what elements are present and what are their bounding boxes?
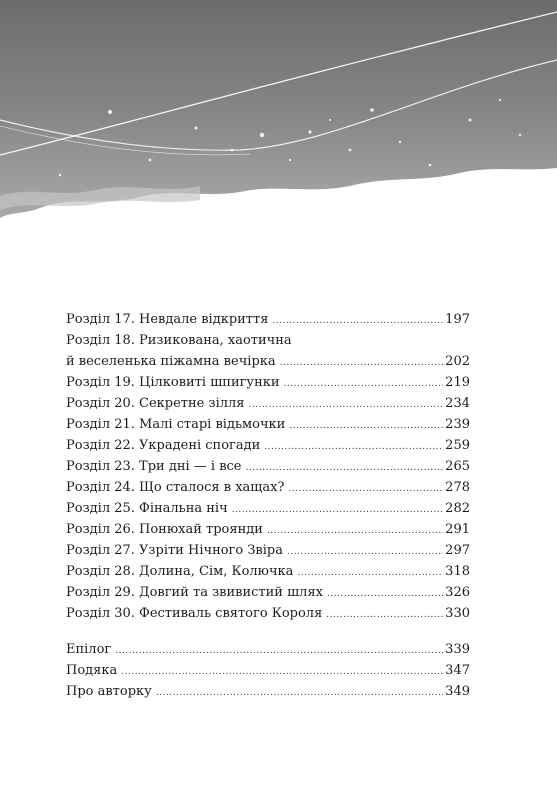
toc-leader-dots (232, 500, 443, 521)
toc-entry-title: Розділ 24. Що сталося в хащах? (66, 480, 285, 495)
toc-leader-dots (267, 521, 443, 542)
toc-leader-dots (248, 395, 443, 416)
toc-entry-title: Розділ 17. Невдале відкриття (66, 312, 269, 327)
toc-entry-page: 326 (445, 585, 470, 600)
toc-leader-dots (246, 458, 444, 479)
toc-entry-page: 291 (445, 522, 470, 537)
toc-leader-dots (297, 563, 443, 584)
toc-leader-dots (288, 479, 443, 500)
toc-entry-title: Розділ 27. Узріти Нічного Звіра (66, 543, 283, 558)
toc-entry-title: Розділ 22. Украдені спогади (66, 438, 261, 453)
toc-leader-dots (284, 374, 444, 395)
toc-entry[interactable] (66, 456, 470, 477)
toc-entry[interactable] (66, 603, 470, 624)
toc-entry[interactable] (66, 435, 470, 456)
toc-leader-dots (280, 353, 444, 374)
toc-leader-dots (115, 641, 443, 662)
toc-entry-page: 202 (445, 354, 470, 369)
toc-leader-dots (327, 584, 443, 605)
toc-entry-page: 349 (445, 684, 470, 699)
toc-leader-dots (326, 605, 443, 626)
toc-entry-page: 318 (445, 564, 470, 579)
toc-entry-title: Подяка (66, 663, 118, 678)
toc-entry[interactable] (66, 351, 470, 372)
toc-entry[interactable] (66, 582, 470, 603)
toc-entry-page: 330 (445, 606, 470, 621)
toc-entry-page: 219 (445, 375, 470, 390)
toc-entry[interactable] (66, 498, 470, 519)
toc-entry-title: Розділ 20. Секретне зілля (66, 396, 245, 411)
toc-entry-page: 234 (445, 396, 470, 411)
toc-entry-title: Епілог (66, 642, 112, 657)
toc-entry-title-line[interactable]: Розділ 18. Ризикована, хаотична (66, 333, 292, 348)
toc-entry-title: Розділ 19. Цілковиті шпигунки (66, 375, 280, 390)
toc-entry-title: Розділ 29. Довгий та звивистий шлях (66, 585, 323, 600)
table-of-contents (66, 309, 470, 702)
toc-entry-page: 239 (445, 417, 470, 432)
toc-entry-page: 265 (445, 459, 470, 474)
toc-entry-title: Розділ 21. Малі старі відьмочки (66, 417, 286, 432)
toc-entry-about-author[interactable] (66, 681, 470, 702)
section-spacer (66, 624, 470, 639)
toc-entry[interactable] (66, 519, 470, 540)
toc-leader-dots (272, 311, 443, 332)
toc-entry[interactable] (66, 414, 470, 435)
toc-leader-dots (156, 683, 443, 704)
toc-entry-page: 197 (445, 312, 470, 327)
toc-leader-dots (289, 416, 443, 437)
toc-entry-page: 347 (445, 663, 470, 678)
toc-entry-page: 259 (445, 438, 470, 453)
toc-entry-title: Розділ 26. Понюхай троянди (66, 522, 263, 537)
toc-entry-title: Розділ 30. Фестиваль святого Короля (66, 606, 323, 621)
toc-entry-title: Розділ 23. Три дні — і все (66, 459, 242, 474)
toc-entry[interactable] (66, 309, 470, 330)
header-decoration (0, 0, 557, 230)
toc-entry-title: Розділ 25. Фінальна ніч (66, 501, 228, 516)
toc-entry[interactable] (66, 372, 470, 393)
toc-leader-dots (121, 662, 443, 683)
toc-entry-title: й веселенька піжамна вечірка (66, 354, 276, 369)
toc-entry-epilogue[interactable] (66, 639, 470, 660)
toc-entry-page: 339 (445, 642, 470, 657)
toc-entry[interactable] (66, 561, 470, 582)
toc-entry-page: 297 (445, 543, 470, 558)
toc-entry-page: 282 (445, 501, 470, 516)
toc-entry[interactable] (66, 393, 470, 414)
toc-entry[interactable] (66, 477, 470, 498)
toc-entry-title: Розділ 28. Долина, Сім, Колючка (66, 564, 294, 579)
toc-entry-page: 278 (445, 480, 470, 495)
toc-leader-dots (264, 437, 443, 458)
toc-leader-dots (287, 542, 443, 563)
toc-entry[interactable] (66, 540, 470, 561)
toc-entry-acknowledgements[interactable] (66, 660, 470, 681)
toc-entry-title: Про авторку (66, 684, 152, 699)
